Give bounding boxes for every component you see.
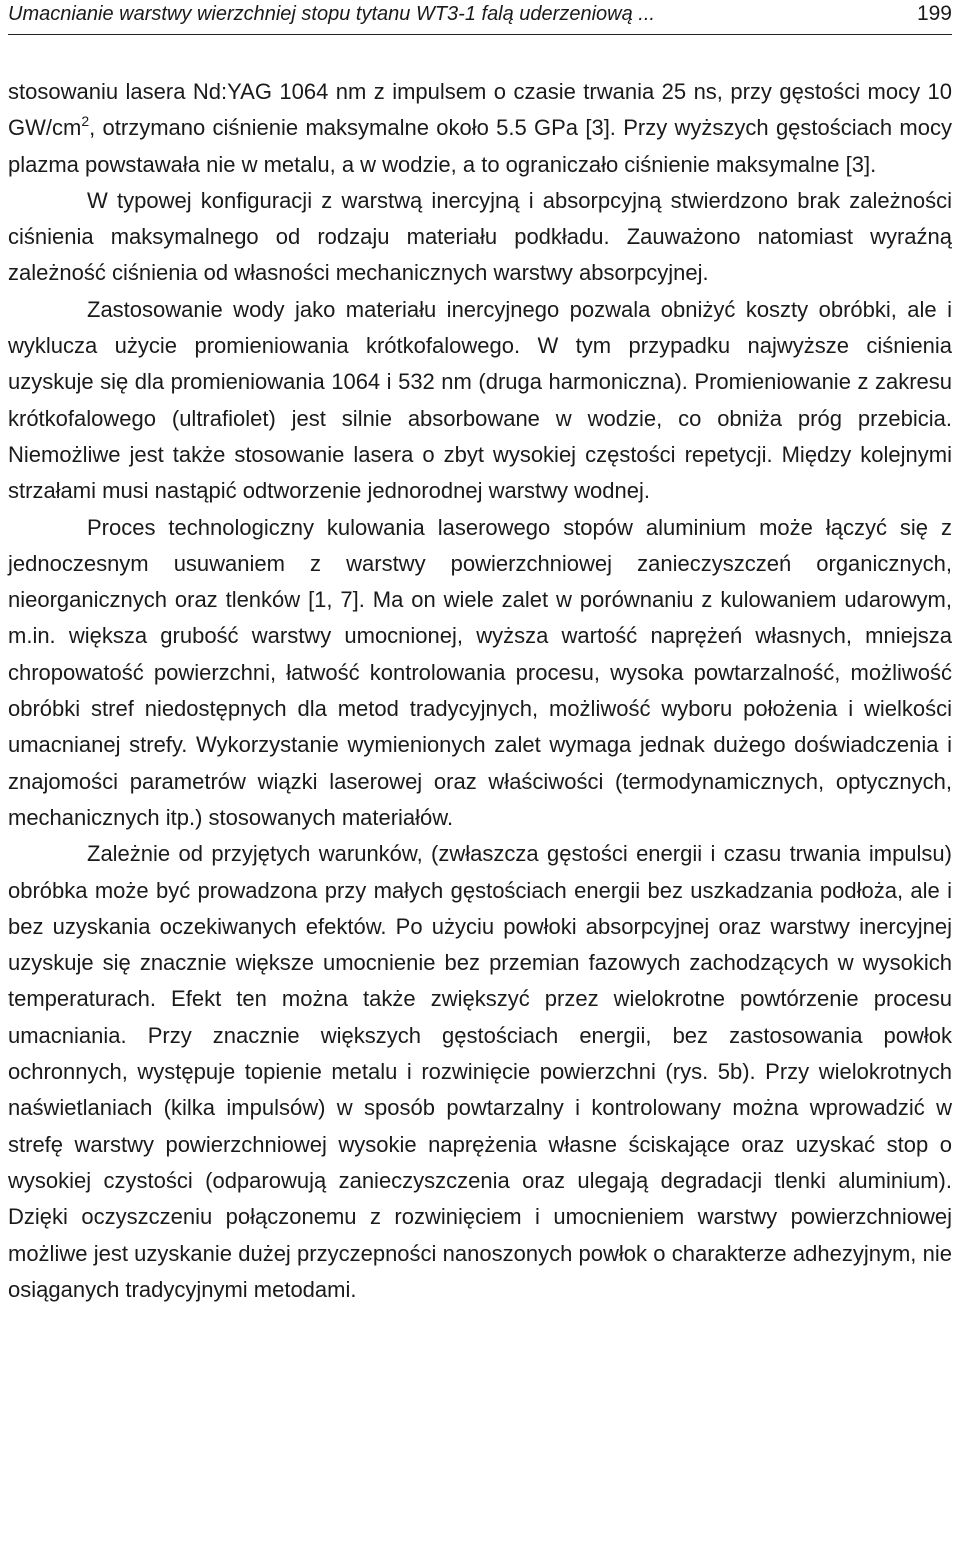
paragraph: Zastosowanie wody jako materiału inercyjnego pozwala obniżyć koszty obróbki, ale i wyklucza użycie promieniowania krótkofalowego. W tym przypadku najwyższe ciśnienia uzyskuje się dla promieniowania 1064 i 532 nm (druga harmoniczna). Promieniowanie z zakresu krótkofalowego (ultrafiolet) jest silnie absorbowane w wodzie, co obniża próg przebicia. Niemożliwe jest także stosowanie lasera o zbyt wysokiej częstości repetycji. Między kolejnymi strzałami musi nastąpić odtworzenie jednorodnej warstwy wodnej. xyxy=(8,296,952,504)
paragraph: W typowej konfiguracji z warstwą inercyjną i absorpcyjną stwierdzono brak zależności ciśnienia maksymalnego od rodzaju materiału podkładu. Zauważono natomiast wyraźną zależność ciśnienia od własności mechanicznych warstwy absorpcyjnej. xyxy=(8,187,952,286)
paragraph-text: , otrzymano ciśnienie maksymalne około 5.5 GPa [3]. Przy wyższych gęstościach mocy plazma powstawała nie w metalu, a w wodzie, a to ograniczało ciśnienie maksymalne [3]. xyxy=(8,115,952,177)
superscript: 2 xyxy=(81,113,90,130)
paragraph: Zależnie od przyjętych warunków, (zwłaszcza gęstości energii i czasu trwania impulsu) obróbka może być prowadzona przy małych gęstościach energii bez uszkadzania podłoża, ale i bez uzyskania oczekiwanych efektów. Po użyciu powłoki absorpcyjnej oraz warstwy inercyjnej uzyskuje się znacznie większe umocnienie bez przemian fazowych zachodzących w wysokich temperaturach. Efekt ten można także zwiększyć przez wielokrotne powtórzenie procesu umacniania. Przy znacznie większych gęstościach energii, bez zastosowania powłok ochronnych, występuje topienie metalu i rozwinięcie powierzchni (rys. 5b). Przy wielokrotnych naświetlaniach (kilka impulsów) w sposób powtarzalny i kontrolowany można wprowadzić w strefę warstwy powierzchniowej wysokie naprężenia własne ściskające oraz uzyskać stop o wysokiej czystości (odparowują zanieczyszczenia oraz ulegają degradacji tlenki aluminium). Dzięki oczyszczeniu połączonemu z rozwinięciem i umocnieniem warstwy powierzchniowej możliwe jest uzyskanie dużej przyczepności nanoszonych powłok o charakterze adhezyjnym, nie osiąganych tradycyjnymi metodami. xyxy=(8,841,952,1302)
paragraph: Proces technologiczny kulowania laserowego stopów aluminium może łączyć się z jednoczesnym usuwaniem z warstwy powierzchniowej zanieczyszczeń organicznych, nieorganicznych oraz tlenków [1, 7]. Ma on wiele zalet w porównaniu z kulowaniem udarowym, m.in. większa grubość warstwy umocnionej, wyższa wartość naprężeń własnych, mniejsza chropowatość powierzchni, łatwość kontrolowania procesu, wysoka powtarzalność, możliwość obróbki stref niedostępnych dla metod tradycyjnych, możliwość wyboru położenia i wielkości umacnianej strefy. Wykorzystanie wymienionych zalet wymaga jednak dużego doświadczenia i znajomości parametrów wiązki laserowej oraz właściwości (termodynamicznych, optycznych, mechanicznych itp.) stosowanych materiałów. xyxy=(8,514,952,830)
page-number: 199 xyxy=(916,2,952,25)
paragraph-continuation xyxy=(8,74,952,183)
running-header-title: Umacnianie warstwy wierzchniej stopu tytanu WT3-1 falą uderzeniową ... xyxy=(8,3,655,25)
running-header xyxy=(8,0,952,35)
body-text xyxy=(8,74,952,1308)
paragraph-text: stosowaniu lasera Nd:YAG 1064 nm z impulsem o czasie trwania 25 ns, przy gęstości mocy 10 GW/cm xyxy=(8,79,952,141)
